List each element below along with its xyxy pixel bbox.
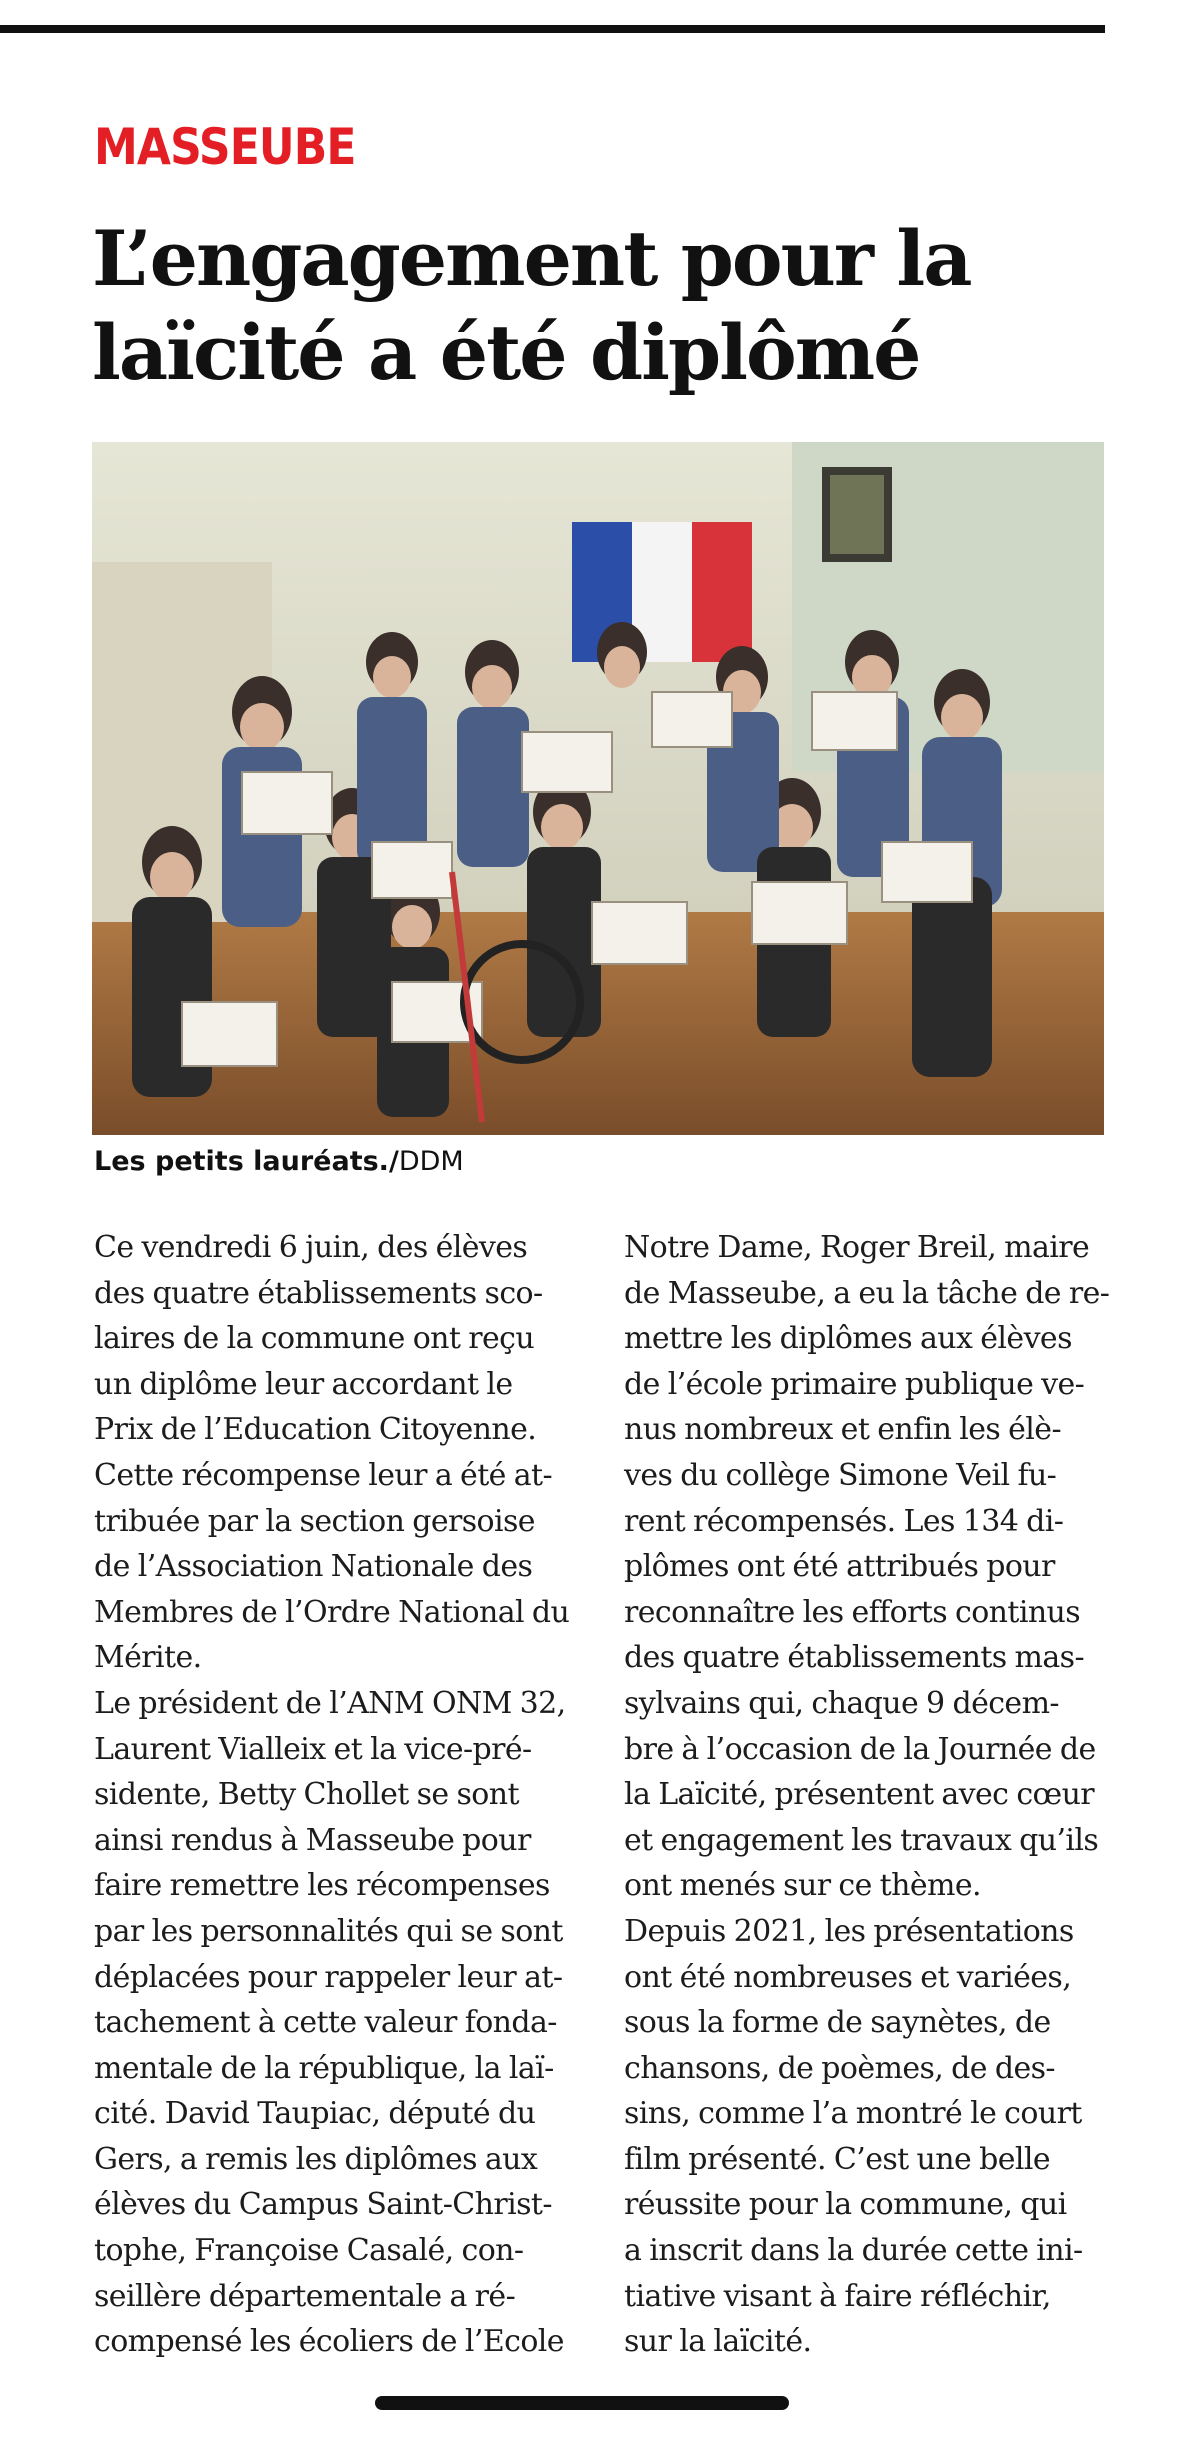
body-line: Mérite.: [94, 1640, 202, 1676]
body-line: ves du collège Simone Veil fu-: [624, 1457, 1057, 1493]
headline-line: L’engagement pour la: [92, 214, 971, 303]
body-line: réussite pour la commune, qui: [624, 2187, 1067, 2223]
body-line: a inscrit dans la durée cette ini-: [624, 2233, 1083, 2269]
body-line: Le président de l’ANM ONM 32,: [94, 1685, 566, 1721]
body-line: ainsi rendus à Masseube pour: [94, 1822, 531, 1858]
body-line: tachement à cette valeur fonda-: [94, 2005, 557, 2041]
body-line: Prix de l’Education Citoyenne.: [94, 1412, 537, 1448]
body-line: cité. David Taupiac, député du: [94, 2096, 536, 2132]
home-indicator[interactable]: [375, 2396, 789, 2410]
body-line: film présenté. C’est une belle: [624, 2141, 1050, 2177]
section-label: MASSEUBE: [94, 118, 356, 176]
headline-line: laïcité a été diplômé: [92, 308, 920, 397]
body-line: ont été nombreuses et variées,: [624, 1959, 1072, 1995]
body-line: tophe, Françoise Casalé, con-: [94, 2233, 524, 2269]
body-line: laires de la commune ont reçu: [94, 1321, 535, 1357]
body-line: déplacées pour rappeler leur at-: [94, 1959, 563, 1995]
body-line: sidente, Betty Chollet se sont: [94, 1777, 519, 1813]
body-line: seillère départementale a ré-: [94, 2278, 516, 2314]
body-line: la Laïcité, présentent avec cœur: [624, 1777, 1095, 1813]
body-line: tribuée par la section gersoise: [94, 1503, 535, 1539]
body-line: des quatre établissements mas-: [624, 1640, 1084, 1676]
body-line: sins, comme l’a montré le court: [624, 2096, 1082, 2132]
body-line: de l’Association Nationale des: [94, 1549, 533, 1585]
body-line: Membres de l’Ordre National du: [94, 1594, 570, 1630]
body-line: de l’école primaire publique ve-: [624, 1366, 1085, 1402]
body-line: rent récompensés. Les 134 di-: [624, 1503, 1064, 1539]
body-line: par les personnalités qui se sont: [94, 1913, 563, 1949]
body-line: élèves du Campus Saint-Christ-: [94, 2187, 552, 2223]
caption-text: Les petits lauréats./: [94, 1146, 399, 1177]
photo-caption: [94, 1146, 464, 1177]
body-line: Gers, a remis les diplômes aux: [94, 2141, 538, 2177]
body-line: sylvains qui, chaque 9 décem-: [624, 1685, 1059, 1721]
body-column-left: [94, 1225, 584, 2365]
body-line: Depuis 2021, les présentations: [624, 1913, 1074, 1949]
body-line: sur la laïcité.: [624, 2324, 812, 2360]
body-line: des quatre établissements sco-: [94, 1275, 543, 1311]
body-line: Laurent Vialleix et la vice-pré-: [94, 1731, 532, 1767]
body-line: sous la forme de saynètes, de: [624, 2005, 1051, 2041]
body-line: Ce vendredi 6 juin, des élèves: [94, 1230, 528, 1265]
photo-credit: DDM: [398, 1146, 464, 1177]
body-line: mettre les diplômes aux élèves: [624, 1321, 1072, 1357]
body-column-right: [624, 1225, 1114, 2365]
headline: [92, 212, 1112, 400]
top-rule: [0, 25, 1105, 33]
body-line: chansons, de poèmes, de des-: [624, 2050, 1055, 2086]
body-line: de Masseube, a eu la tâche de re-: [624, 1275, 1110, 1311]
body-line: nus nombreux et enfin les élè-: [624, 1412, 1061, 1448]
body-line: et engagement les travaux qu’ils: [624, 1822, 1099, 1858]
body-line: mentale de la république, la laï-: [94, 2050, 554, 2086]
body-line: bre à l’occasion de la Journée de: [624, 1731, 1096, 1767]
article-photo: [92, 442, 1104, 1135]
body-line: tiative visant à faire réfléchir,: [624, 2278, 1051, 2314]
body-line: Cette récompense leur a été at-: [94, 1457, 553, 1493]
body-line: reconnaître les efforts continus: [624, 1594, 1081, 1630]
body-line: compensé les écoliers de l’Ecole: [94, 2324, 564, 2360]
body-line: plômes ont été attribués pour: [624, 1549, 1055, 1585]
group-photo-illustration: [92, 442, 1104, 1135]
body-line: Notre Dame, Roger Breil, maire: [624, 1230, 1090, 1265]
body-line: ont menés sur ce thème.: [624, 1868, 981, 1904]
body-line: faire remettre les récompenses: [94, 1868, 550, 1904]
body-line: un diplôme leur accordant le: [94, 1366, 513, 1402]
